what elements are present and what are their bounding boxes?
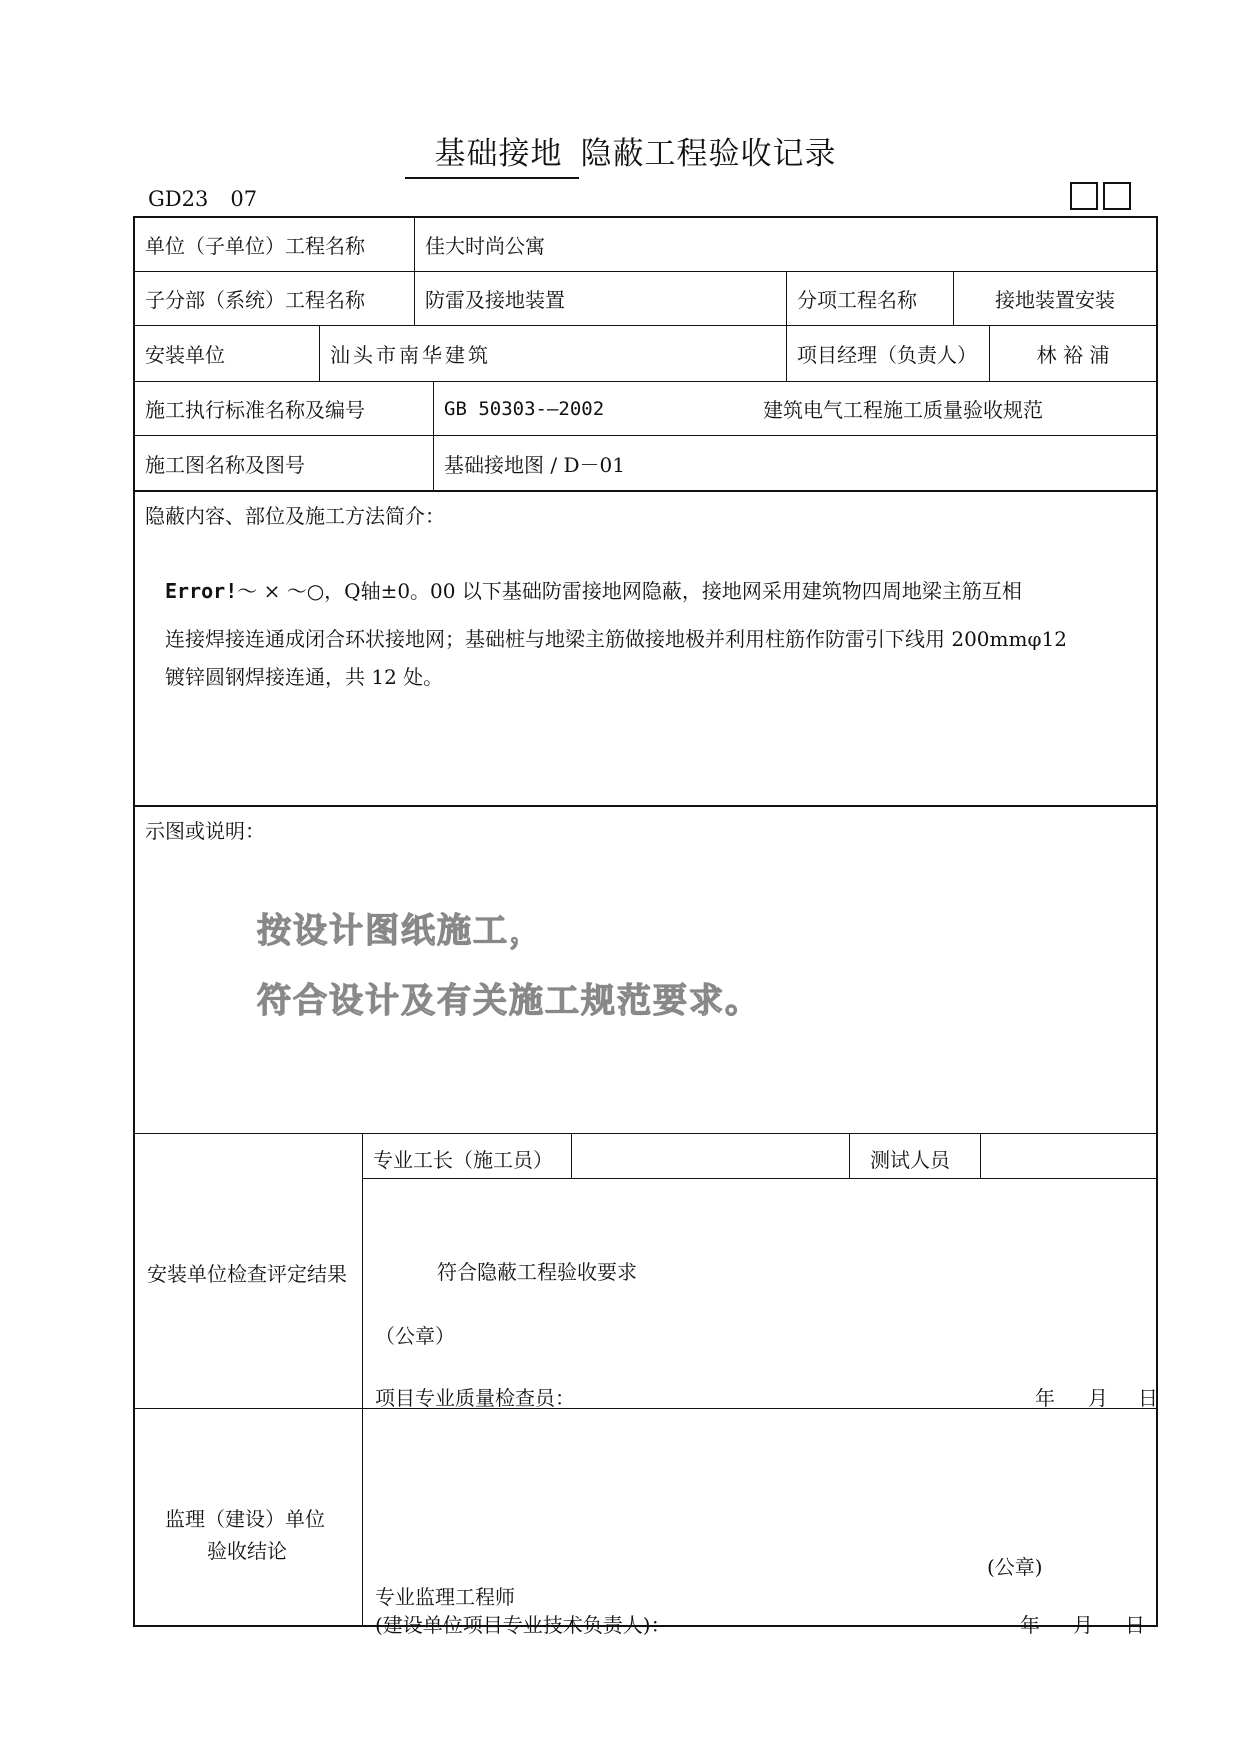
document-title	[0, 128, 1241, 179]
install-date-month: 月	[1088, 1386, 1108, 1410]
foreman-label: 专业工长（施工员）	[373, 1148, 553, 1172]
hidden-works-label: 隐蔽内容、部位及施工方法简介：	[145, 504, 445, 528]
illustration-line1: 按设计图纸施工，	[257, 911, 545, 951]
row-installer	[135, 326, 1156, 382]
supervision-section	[135, 1409, 1156, 1637]
row-project	[135, 218, 1156, 272]
supervision-label-line2: 验收结论	[207, 1539, 287, 1563]
tester-label: 测试人员	[870, 1148, 950, 1172]
foreman-field[interactable]	[572, 1134, 849, 1178]
divider	[362, 1178, 1156, 1179]
standard-name[interactable]: 建筑电气工程施工质量验收规范	[763, 398, 1043, 422]
tester-field[interactable]	[981, 1134, 1156, 1178]
installer-value[interactable]: 汕头市南华建筑	[319, 326, 786, 381]
form-code	[148, 187, 257, 211]
project-value[interactable]: 佳大时尚公寓	[414, 218, 1156, 271]
install-seal: （公章）	[375, 1324, 455, 1348]
row-standard	[135, 382, 1156, 436]
title-filled-part: 基础接地	[405, 128, 579, 179]
illustration-section	[135, 807, 1156, 1134]
error-token: Error!	[165, 579, 238, 603]
standard-code[interactable]: GB 50303-—2002	[433, 382, 748, 435]
divider	[362, 1409, 363, 1625]
supervision-seal: (公章)	[987, 1555, 1043, 1579]
hidden-line3: 镀锌圆钢焊接连通，共 12 处。	[165, 665, 444, 689]
supervision-label-line1: 监理（建设）单位	[165, 1507, 325, 1531]
item-label: 分项工程名称	[786, 272, 953, 325]
form-code-prefix: GD23	[148, 187, 209, 211]
supervising-engineer-label: 专业监理工程师	[375, 1585, 515, 1609]
hidden-works-section	[135, 492, 1156, 807]
divider	[849, 1134, 850, 1178]
row-drawing	[135, 436, 1156, 492]
manager-value[interactable]: 林 裕 浦	[989, 326, 1156, 381]
install-check-label: 安装单位检查评定结果	[147, 1262, 347, 1286]
install-conclusion[interactable]: 符合隐蔽工程验收要求	[437, 1260, 637, 1284]
project-label: 单位（子单位）工程名称	[145, 234, 365, 258]
drawing-value[interactable]: 基础接地图 / D－01	[433, 436, 1156, 490]
supervision-date-year: 年	[1020, 1613, 1040, 1637]
drawing-label: 施工图名称及图号	[145, 452, 305, 477]
quality-inspector-label: 项目专业质量检查员：	[375, 1386, 575, 1410]
standard-label: 施工执行标准名称及编号	[145, 398, 365, 422]
hidden-line2: 连接焊接连通成闭合环状接地网；基础桩与地梁主筋做接地极并利用柱筋作防雷引下线用 200mmφ12	[165, 627, 1067, 651]
hidden-line1: ～ × ～○，Q轴±0。00 以下基础防雷接地网隐蔽，接地网采用建筑物四周地梁主筋互相	[237, 579, 1022, 603]
subdivision-label: 子分部（系统）工程名称	[145, 288, 365, 312]
serial-box[interactable]	[1070, 182, 1098, 210]
record-table	[133, 216, 1158, 1637]
install-check-section	[135, 1134, 1156, 1409]
serial-box[interactable]	[1103, 182, 1131, 210]
subdivision-value[interactable]: 防雷及接地装置	[414, 272, 786, 325]
divider	[362, 1134, 363, 1408]
install-date-day: 日	[1138, 1386, 1158, 1410]
title-suffix: 隐蔽工程验收记录	[580, 136, 837, 172]
owner-tech-lead-label: (建设单位项目专业技术负责人)：	[375, 1613, 671, 1637]
hidden-works-description[interactable]	[165, 572, 1126, 696]
install-date-year: 年	[1035, 1386, 1055, 1410]
supervision-date-day: 日	[1125, 1613, 1145, 1637]
illustration-line2: 符合设计及有关施工规范要求。	[257, 981, 761, 1021]
manager-label: 项目经理（负责人）	[786, 326, 989, 381]
row-subdivision	[135, 272, 1156, 326]
item-value[interactable]: 接地装置安装	[953, 272, 1156, 325]
installer-label: 安装单位	[145, 343, 225, 367]
supervision-date-month: 月	[1073, 1613, 1093, 1637]
illustration-label: 示图或说明：	[145, 819, 265, 843]
form-code-number: 07	[230, 187, 258, 211]
serial-boxes	[1070, 182, 1131, 210]
